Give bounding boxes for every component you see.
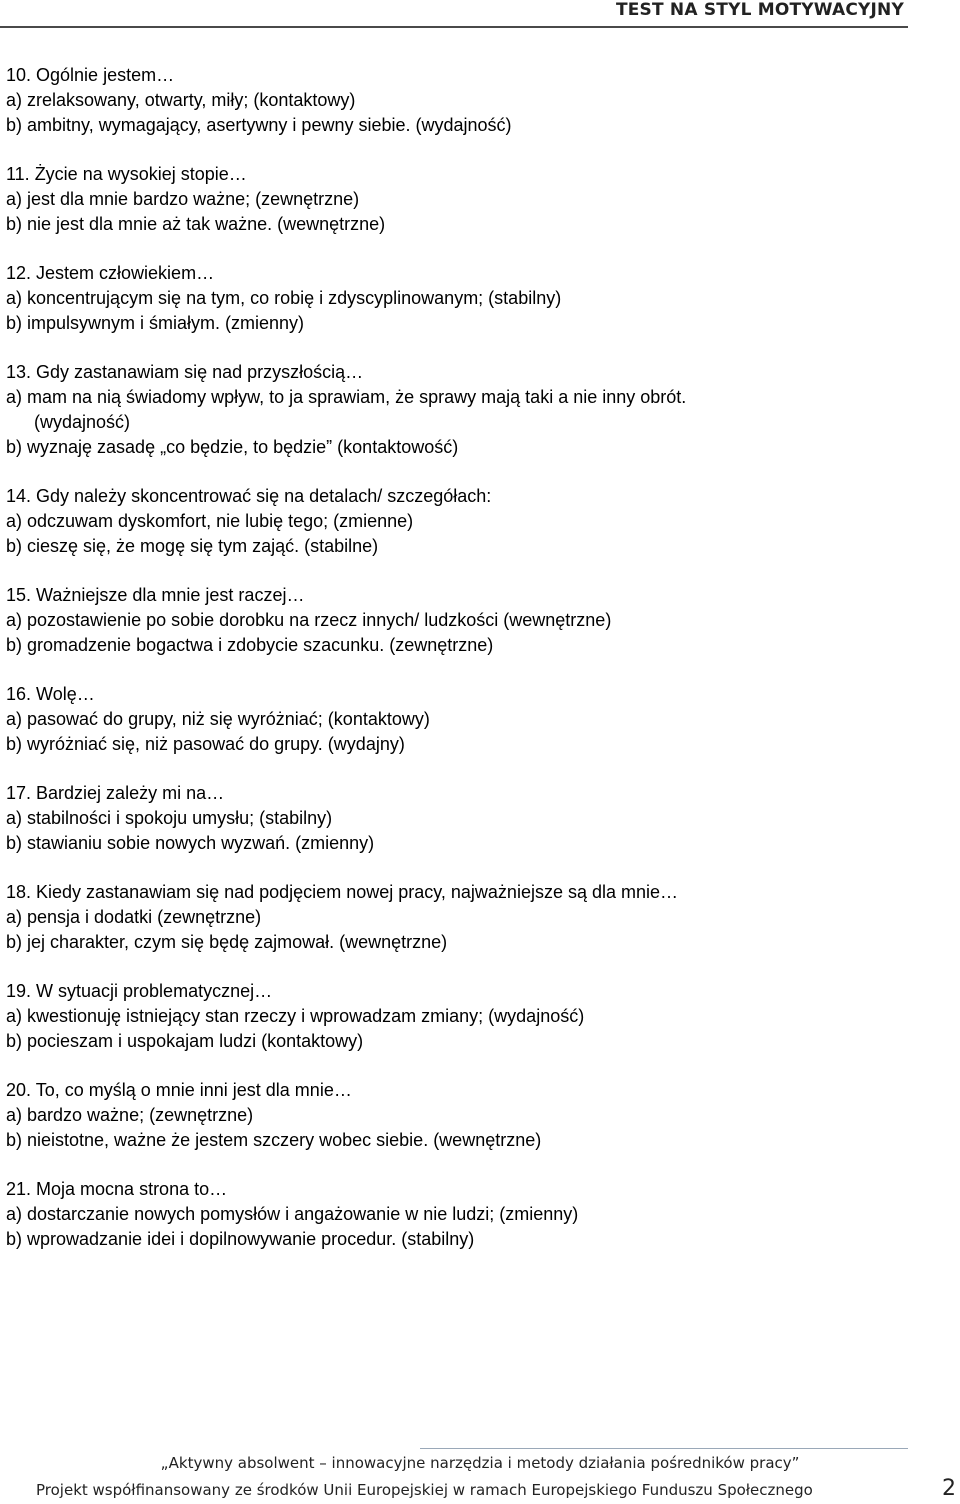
question-text: 14. Gdy należy skoncentrować się na detalach/ szczegółach: bbox=[6, 486, 492, 506]
answer-a: a) jest dla mnie bardzo ważne; (zewnętrzne) bbox=[6, 189, 360, 209]
answer-b: b) pocieszam i uspokajam ludzi (kontaktowy) bbox=[6, 1031, 364, 1051]
question-text: 21. Moja mocna strona to… bbox=[6, 1179, 228, 1199]
questionnaire bbox=[6, 63, 906, 1276]
question-18 bbox=[6, 880, 906, 955]
answer-a: a) dostarczanie nowych pomysłów i angażowanie w nie ludzi; (zmienny) bbox=[6, 1204, 579, 1224]
question-text: 18. Kiedy zastanawiam się nad podjęciem nowej pracy, najważniejsze są dla mnie… bbox=[6, 882, 679, 902]
answer-a: a) koncentrującym się na tym, co robię i zdyscyplinowanym; (stabilny) bbox=[6, 288, 562, 308]
answer-b: b) nieistotne, ważne że jestem szczery wobec siebie. (wewnętrzne) bbox=[6, 1130, 542, 1150]
question-19 bbox=[6, 979, 906, 1054]
answer-a: a) pasować do grupy, niż się wyróżniać; (kontaktowy) bbox=[6, 709, 430, 729]
answer-b: b) wprowadzanie idei i dopilnowywanie procedur. (stabilny) bbox=[6, 1229, 475, 1249]
question-11 bbox=[6, 162, 906, 237]
answer-a: a) stabilności i spokoju umysłu; (stabilny) bbox=[6, 808, 333, 828]
question-10 bbox=[6, 63, 906, 138]
question-13 bbox=[6, 360, 906, 460]
question-text: 19. W sytuacji problematycznej… bbox=[6, 981, 273, 1001]
answer-b: b) nie jest dla mnie aż tak ważne. (wewnętrzne) bbox=[6, 214, 386, 234]
page-number: 2 bbox=[942, 1476, 956, 1501]
header-divider bbox=[0, 26, 908, 28]
answer-a: a) odczuwam dyskomfort, nie lubię tego; (zmienne) bbox=[6, 511, 414, 531]
question-text: 15. Ważniejsze dla mnie jest raczej… bbox=[6, 585, 305, 605]
footer-funding-note: Projekt współfinansowany ze środków Unii Europejskiej w ramach Europejskiego Funduszu Społecznego bbox=[36, 1481, 813, 1499]
answer-a-continuation: (wydajność) bbox=[34, 412, 131, 432]
answer-b: b) impulsywnym i śmiałym. (zmienny) bbox=[6, 313, 305, 333]
answer-b: b) cieszę się, że mogę się tym zająć. (stabilne) bbox=[6, 536, 379, 556]
question-21 bbox=[6, 1177, 906, 1252]
answer-b: b) wyznaję zasadę „co będzie, to będzie” (kontaktowość) bbox=[6, 437, 459, 457]
answer-a: a) pozostawienie po sobie dorobku na rzecz innych/ ludzkości (wewnętrzne) bbox=[6, 610, 612, 630]
question-text: 16. Wolę… bbox=[6, 684, 95, 704]
answer-b: b) wyróżniać się, niż pasować do grupy. (wydajny) bbox=[6, 734, 405, 754]
question-text: 17. Bardziej zależy mi na… bbox=[6, 783, 225, 803]
answer-b: b) jej charakter, czym się będę zajmował. (wewnętrzne) bbox=[6, 932, 448, 952]
question-16 bbox=[6, 682, 906, 757]
question-text: 13. Gdy zastanawiam się nad przyszłością… bbox=[6, 362, 364, 382]
answer-b: b) stawianiu sobie nowych wyzwań. (zmienny) bbox=[6, 833, 375, 853]
question-text: 20. To, co myślą o mnie inni jest dla mnie… bbox=[6, 1080, 352, 1100]
page-header-title: TEST NA STYL MOTYWACYJNY bbox=[615, 0, 904, 20]
question-17 bbox=[6, 781, 906, 856]
question-text: 10. Ogólnie jestem… bbox=[6, 65, 175, 85]
question-20 bbox=[6, 1078, 906, 1153]
answer-a: a) bardzo ważne; (zewnętrzne) bbox=[6, 1105, 254, 1125]
question-15 bbox=[6, 583, 906, 658]
footer-project-title: „Aktywny absolwent – innowacyjne narzędzia i metody działania pośredników pracy” bbox=[160, 1454, 800, 1472]
answer-a: a) zrelaksowany, otwarty, miły; (kontaktowy) bbox=[6, 90, 356, 110]
answer-b: b) ambitny, wymagający, asertywny i pewny siebie. (wydajność) bbox=[6, 115, 512, 135]
footer-divider bbox=[420, 1448, 908, 1449]
answer-a: a) kwestionuję istniejący stan rzeczy i wprowadzam zmiany; (wydajność) bbox=[6, 1006, 585, 1026]
answer-a: a) mam na nią świadomy wpływ, to ja sprawiam, że sprawy mają taki a nie inny obrót. bbox=[6, 387, 687, 407]
answer-a: a) pensja i dodatki (zewnętrzne) bbox=[6, 907, 262, 927]
question-text: 11. Życie na wysokiej stopie… bbox=[6, 164, 247, 184]
question-12 bbox=[6, 261, 906, 336]
answer-b: b) gromadzenie bogactwa i zdobycie szacunku. (zewnętrzne) bbox=[6, 635, 494, 655]
question-text: 12. Jestem człowiekiem… bbox=[6, 263, 215, 283]
question-14 bbox=[6, 484, 906, 559]
